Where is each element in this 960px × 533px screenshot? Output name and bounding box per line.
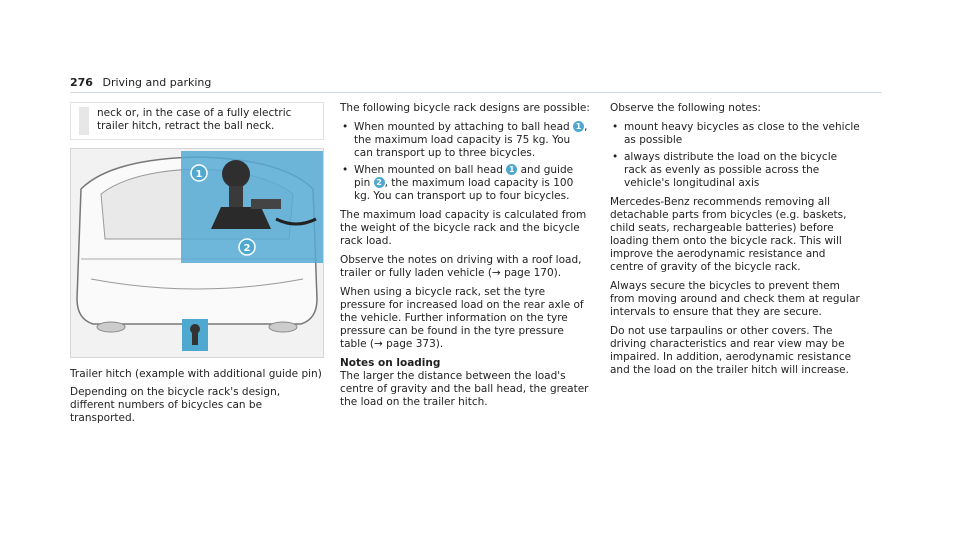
- loading-note-item: • mount heavy bicycles as close to the vehicle as possible: [610, 121, 862, 147]
- section-heading: Notes on loading: [340, 357, 441, 369]
- text-span: , the maximum load capacity is 100 kg. You can transport up to four bicycles.: [354, 177, 574, 202]
- trailer-hitch-figure: [70, 148, 324, 358]
- note-marker: [79, 107, 89, 135]
- col3-paragraph: Mercedes-Benz recommends removing all detachable parts from bicycles (e.g. baskets, child seats, rechargeable batteries) before loading them onto the bicycle rack. This will improve the aerodynamic resistance and centre of gravity of the bicycle rack.: [610, 196, 847, 273]
- col2-paragraph: When using a bicycle rack, set the tyre pressure for increased load on the rear axle of the vehicle. Further information on the tyre pressure can be found in the tyre pressure table (→ page 373).: [340, 286, 584, 350]
- text-span: When mounted on ball head: [354, 164, 507, 176]
- column-3: [610, 102, 862, 383]
- col3-paragraph: Always secure the bicycles to prevent them from moving around and check them at regular intervals to ensure that they are secure.: [610, 280, 860, 318]
- col2-paragraph: The larger the distance between the load's centre of gravity and the ball head, the greater the load on the trailer hitch.: [340, 370, 589, 408]
- text-span: When mounted by attaching to ball head: [354, 121, 574, 133]
- page-header: [70, 76, 211, 89]
- rack-design-item: [340, 164, 592, 203]
- callout-badge: 1: [506, 164, 517, 175]
- page-number: 276: [70, 76, 93, 89]
- figure-callout-2: 2: [243, 243, 251, 254]
- col2-paragraph: Observe the notes on driving with a roof load, trailer or fully laden vehicle (→ page 170).: [340, 254, 582, 279]
- loading-note-item: • always distribute the load on the bicycle rack as evenly as possible across the vehicle's longitudinal axis: [610, 151, 862, 190]
- header-divider: [70, 92, 882, 93]
- col3-paragraph: Do not use tarpaulins or other covers. The driving characteristics and rear view may be impaired. In addition, aerodynamic resistance and the load on the trailer hitch will increase.: [610, 325, 852, 376]
- note-box: [70, 102, 324, 140]
- figure-callout-1: 1: [195, 169, 203, 180]
- column-2: [340, 102, 592, 415]
- col1-paragraph: Depending on the bicycle rack's design, different numbers of bicycles can be transported.: [70, 386, 281, 424]
- rack-design-list: [340, 121, 592, 203]
- text-span: and guide pin: [354, 164, 574, 189]
- column-1-text: [70, 386, 324, 431]
- section-title: Driving and parking: [102, 76, 212, 89]
- callout-badge: 2: [374, 177, 385, 188]
- col2-intro: The following bicycle rack designs are possible:: [340, 102, 590, 114]
- rack-design-item: [340, 121, 592, 160]
- callout-badge: 1: [573, 121, 584, 132]
- col2-paragraph: The maximum load capacity is calculated from the weight of the bicycle rack and the bicycle rack load.: [340, 209, 587, 247]
- loading-notes-list: [610, 121, 862, 190]
- figure-caption: Trailer hitch (example with additional guide pin): [70, 368, 322, 380]
- col3-intro: Observe the following notes:: [610, 102, 761, 114]
- trailer-hitch-illustration: [71, 149, 323, 357]
- note-text: neck or, in the case of a fully electric trailer hitch, retract the ball neck.: [97, 107, 292, 132]
- text-span: , the maximum load capacity is 75 kg. You can transport up to three bicycles.: [354, 121, 588, 159]
